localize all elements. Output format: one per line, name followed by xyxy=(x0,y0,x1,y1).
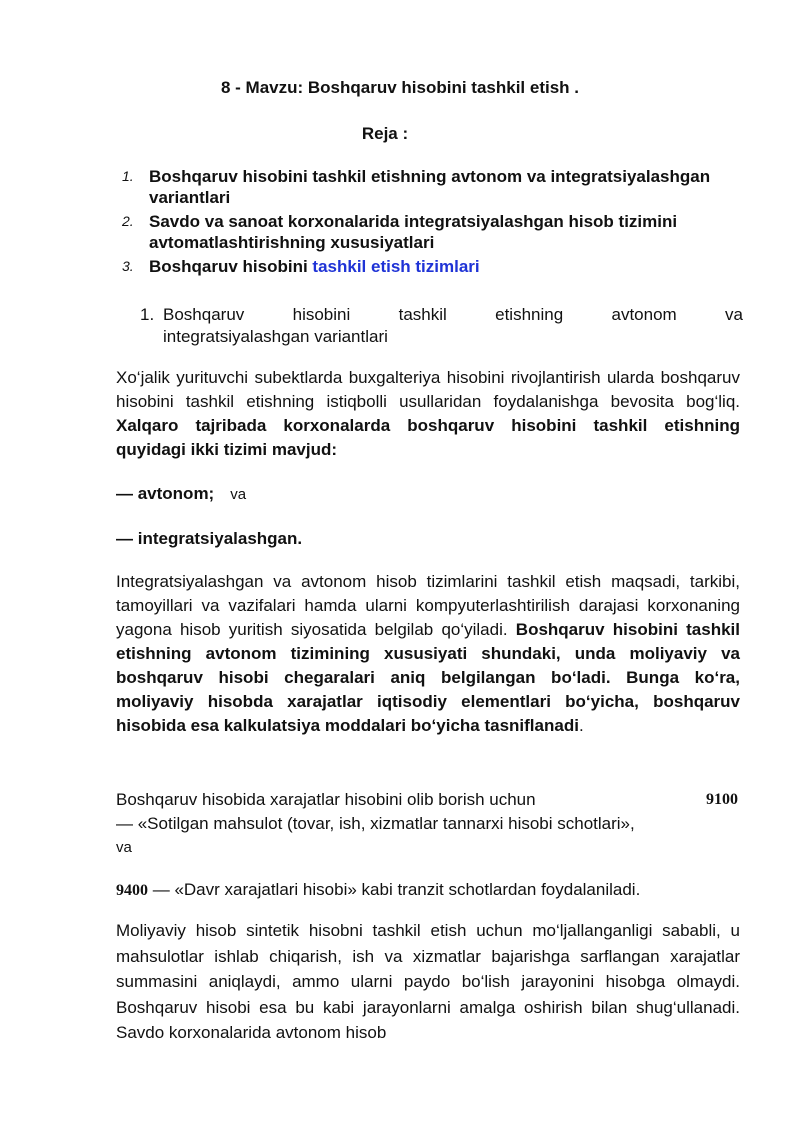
section-title-line2: integratsiyalashgan variantlari xyxy=(163,327,388,346)
plan-item-number: 3. xyxy=(122,258,134,274)
dash-item-avtonom xyxy=(116,484,246,504)
plan-list xyxy=(122,166,722,280)
paragraph-text: Moliyaviy hisob sintetik hisobni tashkil etish uchun mo‘ljallanganligi sababli, u mahsulotlar ishlab chiqarish, ish va xizmatlar bajarishga sarflangan xarajatlar summasini aniqlaydi, ammo ularni paydo bo‘lish jarayonini hisobga olmaydi. Boshqaruv hisobi esa bu kabi jarayonlarni amalga oshirish bilan shug‘ullanadi. Savdo korxonalarida avtonom hisob xyxy=(116,921,740,1042)
page-title: 8 - Mavzu: Boshqaruv hisobini tashkil etish . xyxy=(220,78,579,97)
plan-item-text: Savdo va sanoat korxonalarida integratsiyalashgan hisob tizimini avtomatlashtirishning xususiyatlari xyxy=(149,212,678,252)
dash-item-text: — avtonom; xyxy=(116,484,215,503)
section-number: 1. xyxy=(140,305,155,324)
plan-heading: Reja : xyxy=(361,124,409,143)
paragraph-text: Boshqaruv hisobida xarajatlar hisobini olib borish uchun xyxy=(116,790,536,809)
section-heading xyxy=(140,304,743,348)
paragraph-bold-text: Boshqaruv hisobini tashkil etishning avtonom tizimining xususiyati shundaki, unda moliyaviy va boshqaruv hisobi chegaralari aniq belgilangan bo‘ladi. Bunga ko‘ra, moliyaviy hisobda xarajatlar iqtisodiy elementlari bo‘yicha, boshqaruv hisobida esa kalkulatsiya moddalari bo‘yicha tasniflanadi xyxy=(116,620,740,735)
paragraph-end: . xyxy=(578,716,584,735)
paragraph-transit xyxy=(116,878,740,903)
paragraph-financial xyxy=(116,918,740,1046)
dash-item-text: — integratsiyalashgan. xyxy=(116,529,303,548)
paragraph-text: — «Davr xarajatlari hisobi» kabi tranzit schotlardan foydalaniladi. xyxy=(148,880,641,899)
paragraph-text: Xo‘jalik yurituvchi subektlarda buxgalteriya hisobini rivojlantirish ularda boshqaruv hisobini tashkil etishning istiqbolli usullaridan foydalanishga bevosita bog‘liq. xyxy=(116,368,740,411)
conjunction-text: va xyxy=(116,839,132,856)
account-code-9400: 9400 xyxy=(116,882,148,899)
paragraph-text: Integratsiyalashgan va avtonom hisob tizimlarini tashkil etish maqsadi, tarkibi, tamoyillari va vazifalari hamda ularni kompyuterlashtirilish darajasi korxonaning yagona hisob yuritish siyosatida belgilab qo‘yiladi. xyxy=(116,572,740,639)
accounts-line1 xyxy=(116,788,740,812)
dash-item-integratsiyalashgan xyxy=(116,529,302,549)
plan-item-text: Boshqaruv hisobini xyxy=(149,257,313,276)
section-title-line1: Boshqaruv hisobini tashkil etishning avtonom va xyxy=(163,305,743,324)
paragraph-accounts xyxy=(116,788,740,860)
plan-item xyxy=(122,256,722,277)
plan-item xyxy=(122,211,722,253)
paragraph-intro xyxy=(116,366,740,462)
plan-item xyxy=(122,166,722,208)
plan-item-number: 2. xyxy=(122,213,134,229)
plan-item-text-highlight: tashkil etish tizimlari xyxy=(312,257,480,276)
plan-item-text: Boshqaruv hisobini tashkil etishning avtonom va integratsiyalashgan variantlari xyxy=(149,167,711,207)
account-code-9100: 9100 xyxy=(706,791,738,808)
conjunction-text: va xyxy=(230,486,247,503)
paragraph-text-line2: — «Sotilgan mahsulot (tovar, ish, xizmatlar tannarxi hisobi schotlari», xyxy=(116,814,635,833)
paragraph-systems xyxy=(116,570,740,738)
paragraph-bold-text: Xalqaro tajribada korxonalarda boshqaruv hisobini tashkil etishning quyidagi ikki tizimi mavjud: xyxy=(116,416,740,459)
plan-item-number: 1. xyxy=(122,168,134,184)
